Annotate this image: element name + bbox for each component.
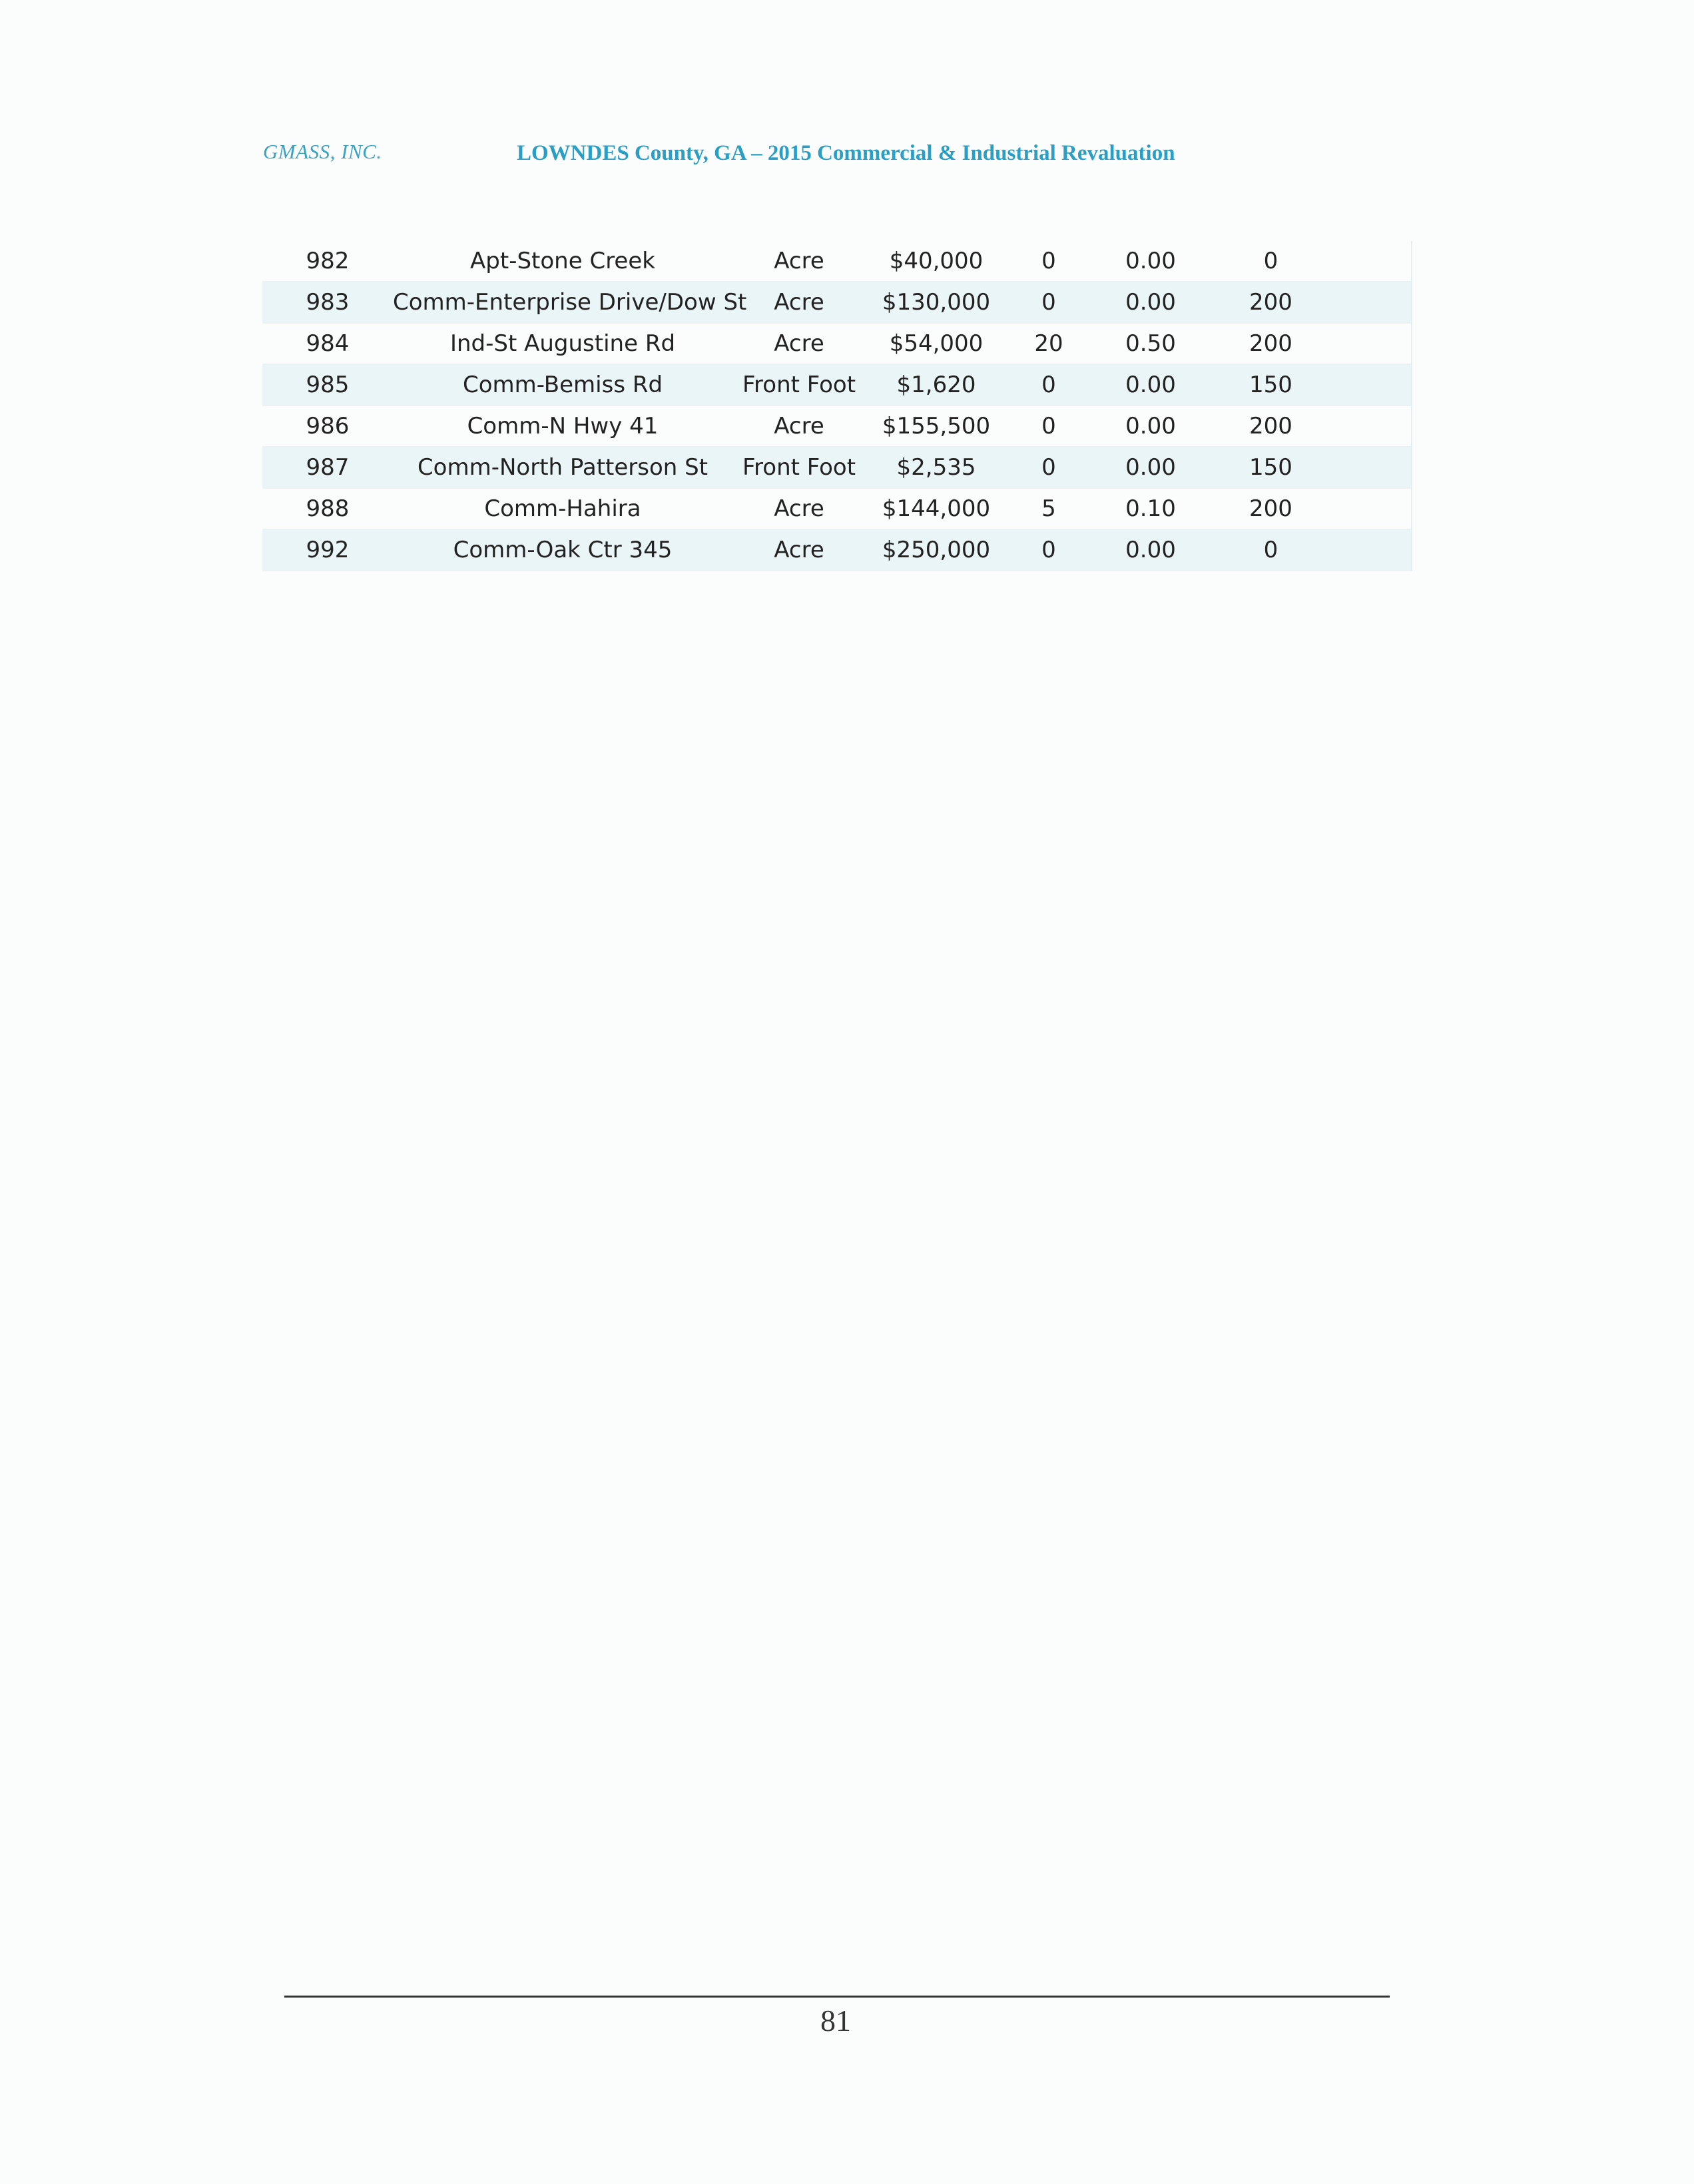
value-col-3: 200 xyxy=(1249,495,1292,522)
value-col-1: 0 xyxy=(1041,372,1056,398)
value-col-2: 0.00 xyxy=(1125,454,1176,481)
neighborhood-name: Comm-Hahira xyxy=(484,495,641,522)
unit-type: Front Foot xyxy=(742,454,856,481)
value-col-3: 0 xyxy=(1263,248,1278,274)
table-row xyxy=(262,530,1411,571)
unit-type: Acre xyxy=(774,248,824,274)
unit-price: $54,000 xyxy=(889,330,984,357)
unit-type: Front Foot xyxy=(742,372,856,398)
unit-price: $40,000 xyxy=(889,248,984,274)
value-col-1: 0 xyxy=(1041,248,1056,274)
unit-type: Acre xyxy=(774,330,824,357)
table-row xyxy=(262,489,1411,530)
unit-price: $155,500 xyxy=(882,413,991,439)
value-col-2: 0.00 xyxy=(1125,248,1176,274)
value-col-3: 150 xyxy=(1249,454,1292,481)
footer-divider xyxy=(284,1996,1390,1998)
table-row xyxy=(262,406,1411,447)
neighborhood-name: Comm-Bemiss Rd xyxy=(462,372,663,398)
value-col-3: 200 xyxy=(1249,330,1292,357)
value-col-1: 0 xyxy=(1041,289,1056,316)
value-col-1: 0 xyxy=(1041,413,1056,439)
neighborhood-code: 987 xyxy=(306,454,350,481)
neighborhood-name: Comm-North Patterson St xyxy=(417,454,708,481)
value-col-1: 0 xyxy=(1041,537,1056,563)
unit-type: Acre xyxy=(774,495,824,522)
value-col-1: 20 xyxy=(1034,330,1063,357)
document-title: LOWNDES County, GA – 2015 Commercial & Industrial Revaluation xyxy=(517,141,1175,165)
neighborhood-name: Apt-Stone Creek xyxy=(470,248,655,274)
table-row xyxy=(262,365,1411,406)
unit-price: $250,000 xyxy=(882,537,991,563)
neighborhood-code: 984 xyxy=(306,330,350,357)
value-col-3: 150 xyxy=(1249,372,1292,398)
value-col-1: 0 xyxy=(1041,454,1056,481)
value-col-2: 0.10 xyxy=(1125,495,1176,522)
neighborhood-name: Comm-Enterprise Drive/Dow St xyxy=(393,289,747,316)
value-col-2: 0.00 xyxy=(1125,537,1176,563)
value-col-2: 0.00 xyxy=(1125,372,1176,398)
neighborhood-code: 986 xyxy=(306,413,350,439)
neighborhood-code: 988 xyxy=(306,495,350,522)
unit-price: $130,000 xyxy=(882,289,991,316)
value-col-3: 200 xyxy=(1249,413,1292,439)
neighborhood-name: Comm-N Hwy 41 xyxy=(467,413,659,439)
unit-price: $144,000 xyxy=(882,495,991,522)
value-col-3: 0 xyxy=(1263,537,1278,563)
table-row xyxy=(262,282,1411,324)
table-row xyxy=(262,324,1411,365)
neighborhood-name: Comm-Oak Ctr 345 xyxy=(453,537,673,563)
unit-price: $2,535 xyxy=(896,454,976,481)
value-col-1: 5 xyxy=(1041,495,1056,522)
neighborhood-code: 992 xyxy=(306,537,350,563)
neighborhood-code: 982 xyxy=(306,248,350,274)
company-name: GMASS, INC. xyxy=(263,140,382,163)
table-row xyxy=(262,241,1411,282)
neighborhood-code: 983 xyxy=(306,289,350,316)
value-col-2: 0.00 xyxy=(1125,413,1176,439)
unit-price: $1,620 xyxy=(896,372,976,398)
unit-type: Acre xyxy=(774,537,824,563)
page-number: 81 xyxy=(820,2004,851,2038)
land-rate-table xyxy=(262,241,1412,571)
value-col-2: 0.50 xyxy=(1125,330,1176,357)
value-col-2: 0.00 xyxy=(1125,289,1176,316)
value-col-3: 200 xyxy=(1249,289,1292,316)
neighborhood-name: Ind-St Augustine Rd xyxy=(449,330,676,357)
table-row xyxy=(262,447,1411,489)
neighborhood-code: 985 xyxy=(306,372,350,398)
unit-type: Acre xyxy=(774,289,824,316)
unit-type: Acre xyxy=(774,413,824,439)
